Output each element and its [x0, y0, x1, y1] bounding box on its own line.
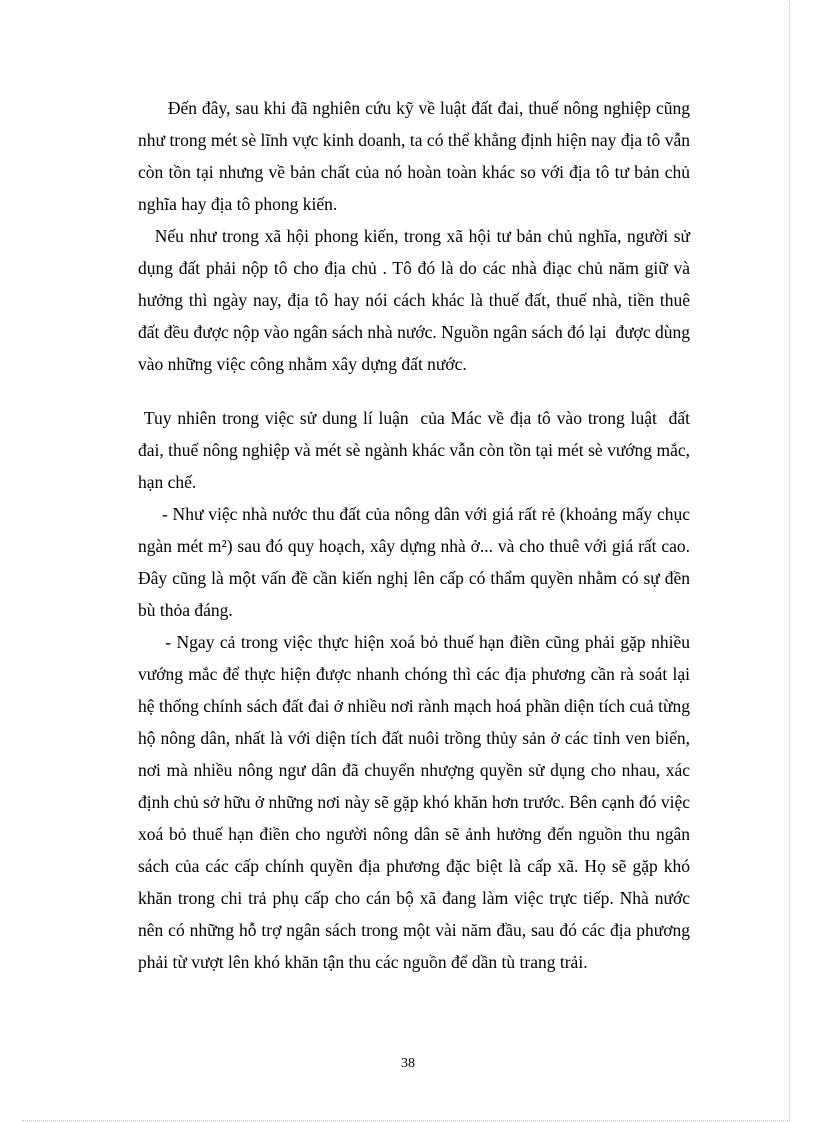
paragraph-5: - Ngay cả trong việc thực hiện xoá bỏ thuế hạn điền cũng phải gặp nhiều vướng mắc để thực hiện được nhanh chóng thì các địa phương cần rà soát lại hệ thống chính sách đất đai ở nhiều nơi rành mạch hoá phần diện tích cuả từng hộ nông dân, nhất là với diện tích đất nuôi trồng thủy sản ở các tỉnh ven biển, nơi mà nhiều nông ngư dân đã chuyển nhượng quyền sử dụng cho nhau, xác định chủ sở hữu ở những nơi này sẽ gặp khó khăn hơn trước. Bên cạnh đó việc xoá bỏ thuế hạn điền cho người nông dân sẽ ảnh hưởng đến nguồn thu ngân sách của các cấp chính quyền địa phương đặc biệt là cấp xã. Họ sẽ gặp khó khăn trong chi trả phụ cấp cho cán bộ xã đang làm việc trực tiếp. Nhà nước nên có những hỗ trợ ngân sách trong một vài năm đầu, sau đó các địa phương phải từ vượt lên khó khăn tận thu các nguồn để dần tù trang trải. — [138, 632, 695, 972]
paragraph-4: - Như việc nhà nước thu đất của nông dân với giá rất rẻ (khoảng mấy chục ngàn mét m²) sau đó quy hoạch, xây dựng nhà ở... và cho thuê với giá rất cao. Đây cũng là một vấn đề cần kiến nghị lên cấp có thẩm quyền nhằm có sự đền bù thỏa đáng. — [138, 504, 695, 620]
page-border-bottom — [22, 1120, 790, 1121]
body-text — [138, 92, 695, 978]
page-number: 38 — [401, 1056, 415, 1071]
paragraph-2: Nếu như trong xã hội phong kiến, trong xã hội tư bản chủ nghĩa, người sử dụng đất phải nộp tô cho địa chủ . Tô đó là do các nhà điạc chủ năm giữ và hưởng thì ngày nay, địa tô hay nói cách khác là thuế đất, thuế nhà, tiền thuê đất đều được nộp vào ngân sách nhà nước. Nguồn ngân sách đó lại được dùng vào những việc công nhằm xây dựng đất nước. — [138, 226, 695, 374]
paragraph-3: Tuy nhiên trong việc sử dung lí luận của Mác về địa tô vào trong luật đất đai, thuế nông nghiệp và mét sè ngành khác vẫn còn tồn tại mét sè vướng mắc, hạn chế. — [138, 408, 695, 492]
page-border-right — [789, 0, 790, 1120]
paragraph-gap — [138, 380, 690, 402]
paragraph-1: Đến đây, sau khi đã nghiên cứu kỹ về luật đất đai, thuế nông nghiệp cũng như trong mét sè lĩnh vực kinh doanh, ta có thể khẳng định hiện nay địa tô vẫn còn tồn tại nhưng về bản chất của nó hoàn toàn khác so với địa tô tư bản chủ nghĩa hay địa tô phong kiến. — [138, 98, 695, 214]
